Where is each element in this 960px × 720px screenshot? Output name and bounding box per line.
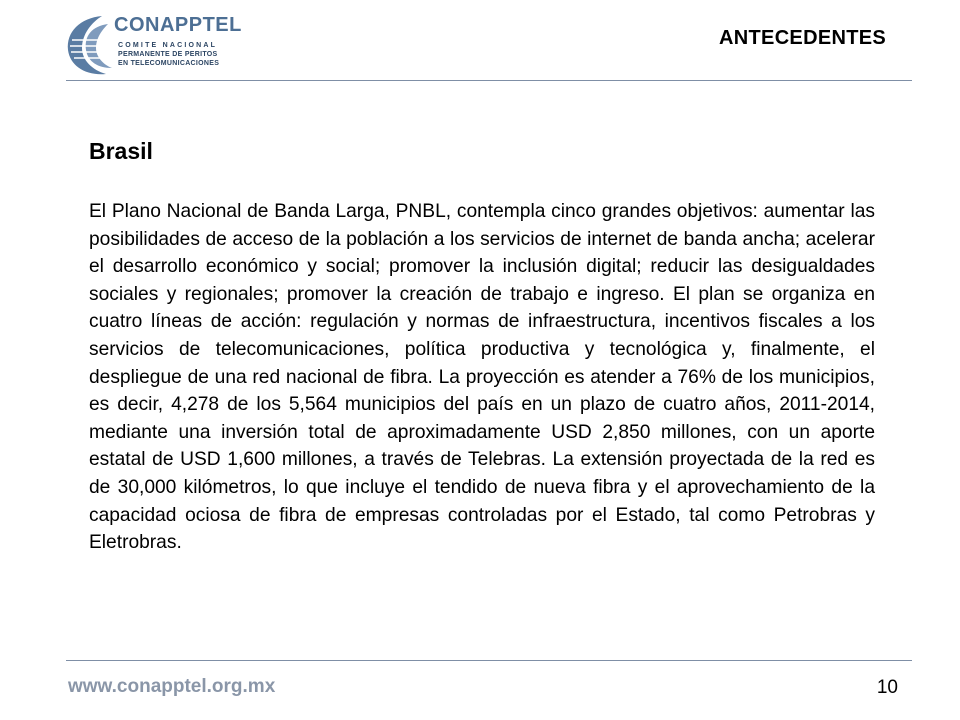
section-title: Brasil	[89, 138, 153, 164]
logo-swoosh-icon	[62, 10, 122, 80]
body-paragraph: El Plano Nacional de Banda Larga, PNBL, contempla cinco grandes objetivos: aumentar las posibilidades de acceso de la población a los servicios de internet de banda ancha; acelerar el desarrollo económico y social; promover la inclusión digital; reducir las desigualdades sociales y regionales; promover la creación de trabajo e ingreso. El plan se organiza en cuatro líneas de acción: regulación y normas de infraestructura, incentivos fiscales a los servicios de telecomunicaciones, política productiva y tecnológica y, finalmente, el despliegue de una red nacional de fibra. La proyección es atender a 76% de los municipios, es decir, 4,278 de los 5,564 municipios del país en un plazo de cuatro años, 2011-2014, mediante una inversión total de aproximadamente USD 2,850 millones, con un aporte estatal de USD 1,600 millones, a través de Telebras. La extensión proyectada de la red es de 30,000 kilómetros, lo que incluye el tendido de nueva fibra y el aprovechamiento de la capacidad ociosa de fibra de empresas controladas por el Estado, tal como Petrobras y Eletrobras.	[89, 201, 875, 554]
conapptel-logo	[62, 10, 247, 80]
header-title: ANTECEDENTES	[719, 27, 886, 49]
logo-name: CONAPPTEL	[114, 14, 242, 36]
header-divider	[66, 80, 912, 81]
footer-url-link[interactable]: www.conapptel.org.mx	[68, 676, 276, 697]
footer-divider	[66, 660, 912, 661]
logo-subtitle-2: PERMANENTE DE PERITOS	[118, 51, 218, 58]
page-number: 10	[876, 677, 898, 698]
logo-subtitle-3: EN TELECOMUNICACIONES	[118, 60, 220, 67]
logo-subtitle-1: COMITE NACIONAL	[118, 42, 218, 49]
